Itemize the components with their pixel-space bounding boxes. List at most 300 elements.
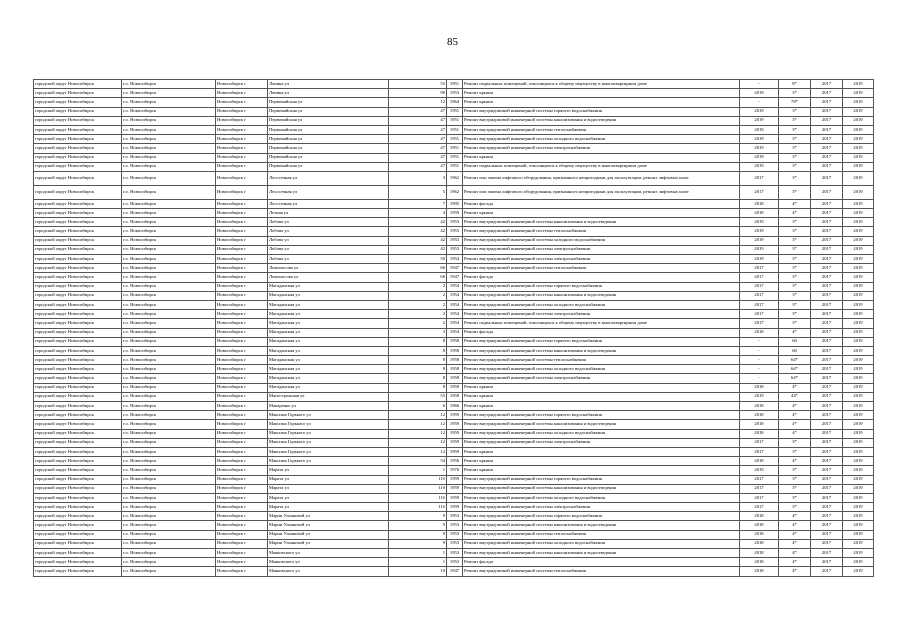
table-row: [34, 549, 874, 558]
locality-cell: Новосибирск г: [216, 153, 268, 162]
house-cell: 55: [389, 80, 447, 89]
year-cell: 1953: [447, 236, 463, 245]
work-type-cell: Ремонт внутридомовой инженерной системы электроснабжения: [463, 374, 740, 383]
district-cell: г.о. Новосибирск: [122, 383, 216, 392]
plan-year-cell: 2019: [740, 245, 779, 254]
house-cell: 3: [389, 328, 447, 337]
locality-cell: Новосибирск г: [216, 512, 268, 521]
district-cell: г.о. Новосибирск: [122, 199, 216, 208]
district-cell: г.о. Новосибирск: [122, 153, 216, 162]
house-cell: 42: [389, 245, 447, 254]
year-cell: 1954: [447, 328, 463, 337]
plan-year-cell: 2018: [740, 521, 779, 530]
district-cell: г.о. Новосибирск: [122, 392, 216, 401]
period-end-cell: 2019: [843, 503, 874, 512]
period-end-cell: 2019: [843, 438, 874, 447]
plan-year-cell: 2018: [740, 549, 779, 558]
period-start-cell: 2017: [811, 282, 843, 291]
locality-cell: Новосибирск г: [216, 80, 268, 89]
work-type-cell: Ремонт внутридомовой инженерной системы канализования и водоотведения: [463, 116, 740, 125]
value-cell: 4*: [779, 402, 811, 411]
plan-year-cell: 2019: [740, 116, 779, 125]
year-cell: 1953: [447, 539, 463, 548]
work-type-cell: Ремонт или замена лифтового оборудования, признанного непригодным для эксплуатации, ремонт лифтовых шахт: [463, 185, 740, 199]
plan-year-cell: 2017: [740, 273, 779, 282]
period-end-cell: 2019: [843, 447, 874, 456]
year-cell: 1976: [447, 466, 463, 475]
house-cell: 54: [389, 457, 447, 466]
house-cell: 11б: [389, 503, 447, 512]
plan-year-cell: -: [740, 346, 779, 355]
house-cell: 9: [389, 530, 447, 539]
year-cell: 1953: [447, 245, 463, 254]
locality-cell: Новосибирск г: [216, 438, 268, 447]
district-cell: г.о. Новосибирск: [122, 530, 216, 539]
value-cell: 64*: [779, 356, 811, 365]
value-cell: 64*: [779, 365, 811, 374]
table-row: [34, 227, 874, 236]
locality-cell: Новосибирск г: [216, 319, 268, 328]
municipality-cell: городской округ Новосибирск: [34, 144, 122, 153]
municipality-cell: городской округ Новосибирск: [34, 512, 122, 521]
district-cell: г.о. Новосибирск: [122, 162, 216, 171]
period-end-cell: 2019: [843, 337, 874, 346]
street-cell: Маяковского ул: [268, 549, 389, 558]
period-start-cell: 2017: [811, 356, 843, 365]
table-row: [34, 245, 874, 254]
period-start-cell: 2017: [811, 264, 843, 273]
municipality-cell: городской округ Новосибирск: [34, 447, 122, 456]
plan-year-cell: 2019: [740, 218, 779, 227]
period-end-cell: 2019: [843, 218, 874, 227]
period-end-cell: 2019: [843, 107, 874, 116]
plan-year-cell: 2018: [740, 411, 779, 420]
work-type-cell: Ремонт крыши: [463, 153, 740, 162]
table-row: [34, 346, 874, 355]
work-type-cell: Ремонт крыши: [463, 447, 740, 456]
plan-year-cell: 2018: [740, 199, 779, 208]
street-cell: Магаданская ул: [268, 328, 389, 337]
house-cell: 47: [389, 153, 447, 162]
locality-cell: Новосибирск г: [216, 420, 268, 429]
work-type-cell: Ремонт крыши: [463, 383, 740, 392]
locality-cell: Новосибирск г: [216, 567, 268, 576]
district-cell: г.о. Новосибирск: [122, 484, 216, 493]
municipality-cell: городской округ Новосибирск: [34, 493, 122, 502]
district-cell: г.о. Новосибирск: [122, 503, 216, 512]
plan-year-cell: 2018: [740, 402, 779, 411]
period-end-cell: 2019: [843, 153, 874, 162]
period-end-cell: 2019: [843, 255, 874, 264]
year-cell: 1953: [447, 530, 463, 539]
table-row: [34, 457, 874, 466]
work-type-cell: Ремонт крыши: [463, 457, 740, 466]
house-cell: 1: [389, 558, 447, 567]
table-row: [34, 429, 874, 438]
table-row: [34, 153, 874, 162]
table-row: [34, 337, 874, 346]
period-end-cell: 2019: [843, 144, 874, 153]
table-row: [34, 171, 874, 185]
value-cell: 78*: [779, 98, 811, 107]
work-type-cell: Ремонт внутридомовой инженерной системы холодного водоснабжения: [463, 539, 740, 548]
district-cell: г.о. Новосибирск: [122, 337, 216, 346]
value-cell: 3*: [779, 447, 811, 456]
district-cell: г.о. Новосибирск: [122, 98, 216, 107]
year-cell: 1959: [447, 447, 463, 456]
table-row: [34, 374, 874, 383]
value-cell: 4*: [779, 521, 811, 530]
period-start-cell: 2017: [811, 107, 843, 116]
street-cell: Магаданская ул: [268, 300, 389, 309]
house-cell: 47: [389, 135, 447, 144]
house-cell: 8: [389, 374, 447, 383]
plan-year-cell: -: [740, 337, 779, 346]
period-start-cell: 2017: [811, 218, 843, 227]
work-type-cell: Ремонт крыши: [463, 89, 740, 98]
period-end-cell: 2019: [843, 402, 874, 411]
municipality-cell: городской округ Новосибирск: [34, 539, 122, 548]
street-cell: Лобова ул: [268, 218, 389, 227]
district-cell: г.о. Новосибирск: [122, 429, 216, 438]
house-cell: 11б: [389, 493, 447, 502]
street-cell: Первомайская ул: [268, 107, 389, 116]
year-cell: 1958: [447, 346, 463, 355]
street-cell: Максима Горького ул: [268, 438, 389, 447]
municipality-cell: городской округ Новосибирск: [34, 135, 122, 144]
work-type-cell: Ремонт внутридомовой инженерной системы теплоснабжения: [463, 125, 740, 134]
year-cell: 1954: [447, 282, 463, 291]
period-start-cell: 2017: [811, 438, 843, 447]
work-type-cell: Ремонт подвальных помещений, относящихся к общему имуществу в многоквартирном доме: [463, 162, 740, 171]
year-cell: 1951: [447, 162, 463, 171]
table-row: [34, 493, 874, 502]
locality-cell: Новосибирск г: [216, 493, 268, 502]
municipality-cell: городской округ Новосибирск: [34, 255, 122, 264]
work-type-cell: Ремонт внутридомовой инженерной системы холодного водоснабжения: [463, 236, 740, 245]
work-type-cell: Ремонт внутридомовой инженерной системы электроснабжения: [463, 503, 740, 512]
locality-cell: Новосибирск г: [216, 549, 268, 558]
period-end-cell: 2019: [843, 171, 874, 185]
value-cell: 4*: [779, 199, 811, 208]
district-cell: г.о. Новосибирск: [122, 273, 216, 282]
value-cell: 4*: [779, 530, 811, 539]
district-cell: г.о. Новосибирск: [122, 567, 216, 576]
period-start-cell: 2017: [811, 337, 843, 346]
period-end-cell: 2019: [843, 365, 874, 374]
year-cell: 1953: [447, 549, 463, 558]
period-start-cell: 2017: [811, 135, 843, 144]
year-cell: 1951: [447, 144, 463, 153]
table-row: [34, 383, 874, 392]
period-start-cell: 2017: [811, 209, 843, 218]
locality-cell: Новосибирск г: [216, 227, 268, 236]
plan-year-cell: 2019: [740, 162, 779, 171]
house-cell: 47: [389, 107, 447, 116]
house-cell: 66: [389, 264, 447, 273]
table-row: [34, 411, 874, 420]
period-start-cell: 2017: [811, 116, 843, 125]
district-cell: г.о. Новосибирск: [122, 144, 216, 153]
house-cell: 12: [389, 411, 447, 420]
work-type-cell: Ремонт подвальных помещений, относящихся к общему имуществу в многоквартирном доме: [463, 319, 740, 328]
period-end-cell: 2019: [843, 273, 874, 282]
district-cell: г.о. Новосибирск: [122, 356, 216, 365]
district-cell: г.о. Новосибирск: [122, 420, 216, 429]
street-cell: Первомайская ул: [268, 162, 389, 171]
table-row: [34, 282, 874, 291]
table-row: [34, 392, 874, 401]
period-start-cell: 2017: [811, 567, 843, 576]
locality-cell: Новосибирск г: [216, 89, 268, 98]
value-cell: 64*: [779, 374, 811, 383]
house-cell: 8: [389, 383, 447, 392]
period-end-cell: 2019: [843, 227, 874, 236]
locality-cell: Новосибирск г: [216, 337, 268, 346]
locality-cell: Новосибирск г: [216, 199, 268, 208]
work-type-cell: Ремонт внутридомовой инженерной системы холодного водоснабжения: [463, 135, 740, 144]
locality-cell: Новосибирск г: [216, 374, 268, 383]
house-cell: 2: [389, 310, 447, 319]
work-type-cell: Ремонт внутридомовой инженерной системы горячего водоснабжения: [463, 107, 740, 116]
value-cell: 4*: [779, 383, 811, 392]
plan-year-cell: 2017: [740, 300, 779, 309]
district-cell: г.о. Новосибирск: [122, 185, 216, 199]
locality-cell: Новосибирск г: [216, 209, 268, 218]
year-cell: 1995: [447, 199, 463, 208]
period-start-cell: 2017: [811, 310, 843, 319]
period-end-cell: 2019: [843, 310, 874, 319]
value-cell: 4*: [779, 457, 811, 466]
table-row: [34, 466, 874, 475]
year-cell: 1959: [447, 484, 463, 493]
period-start-cell: 2017: [811, 493, 843, 502]
table-row: [34, 116, 874, 125]
work-type-cell: Ремонт или замена лифтового оборудования, признанного непригодным для эксплуатации, ремонт лифтовых шахт: [463, 171, 740, 185]
district-cell: г.о. Новосибирск: [122, 135, 216, 144]
table-row: [34, 185, 874, 199]
period-start-cell: 2017: [811, 255, 843, 264]
locality-cell: Новосибирск г: [216, 539, 268, 548]
municipality-cell: городской округ Новосибирск: [34, 346, 122, 355]
value-cell: 3*: [779, 236, 811, 245]
house-cell: 12: [389, 447, 447, 456]
locality-cell: Новосибирск г: [216, 264, 268, 273]
period-end-cell: 2019: [843, 98, 874, 107]
value-cell: 4*: [779, 539, 811, 548]
page-number: 85: [447, 36, 458, 48]
district-cell: г.о. Новосибирск: [122, 493, 216, 502]
work-type-cell: Ремонт внутридомовой инженерной системы электроснабжения: [463, 245, 740, 254]
plan-year-cell: 2019: [740, 153, 779, 162]
table-row: [34, 447, 874, 456]
period-start-cell: 2017: [811, 199, 843, 208]
district-cell: г.о. Новосибирск: [122, 328, 216, 337]
period-end-cell: 2019: [843, 162, 874, 171]
municipality-cell: городской округ Новосибирск: [34, 300, 122, 309]
house-cell: 12: [389, 429, 447, 438]
work-type-cell: Ремонт фасада: [463, 273, 740, 282]
locality-cell: Новосибирск г: [216, 402, 268, 411]
district-cell: г.о. Новосибирск: [122, 374, 216, 383]
table-row: [34, 125, 874, 134]
work-type-cell: Ремонт внутридомовой инженерной системы горячего водоснабжения: [463, 475, 740, 484]
locality-cell: Новосибирск г: [216, 125, 268, 134]
work-type-cell: Ремонт крыши: [463, 402, 740, 411]
year-cell: 1956: [447, 457, 463, 466]
table-row: [34, 310, 874, 319]
table-row: [34, 107, 874, 116]
district-cell: г.о. Новосибирск: [122, 245, 216, 254]
period-start-cell: 2017: [811, 346, 843, 355]
street-cell: Максима Горького ул: [268, 457, 389, 466]
year-cell: 1959: [447, 438, 463, 447]
house-cell: 9: [389, 512, 447, 521]
table-row: [34, 144, 874, 153]
table-row: [34, 365, 874, 374]
locality-cell: Новосибирск г: [216, 236, 268, 245]
period-start-cell: 2017: [811, 447, 843, 456]
table-body: [34, 80, 874, 577]
work-type-cell: Ремонт внутридомовой инженерной системы теплоснабжения: [463, 264, 740, 273]
period-start-cell: 2017: [811, 512, 843, 521]
table-row: [34, 567, 874, 576]
municipality-cell: городской округ Новосибирск: [34, 153, 122, 162]
period-start-cell: 2017: [811, 521, 843, 530]
work-type-cell: Ремонт внутридомовой инженерной системы электроснабжения: [463, 438, 740, 447]
house-cell: 3: [389, 171, 447, 185]
table-row: [34, 438, 874, 447]
work-type-cell: Ремонт внутридомовой инженерной системы холодного водоснабжения: [463, 300, 740, 309]
municipality-cell: городской округ Новосибирск: [34, 310, 122, 319]
value-cell: 44*: [779, 392, 811, 401]
house-cell: 12: [389, 98, 447, 107]
plan-year-cell: 2017: [740, 438, 779, 447]
period-start-cell: 2017: [811, 162, 843, 171]
work-type-cell: Ремонт фасада: [463, 558, 740, 567]
plan-year-cell: -: [740, 365, 779, 374]
plan-year-cell: 2017: [740, 171, 779, 185]
district-cell: г.о. Новосибирск: [122, 227, 216, 236]
period-end-cell: 2019: [843, 475, 874, 484]
table-row: [34, 475, 874, 484]
year-cell: 1959: [447, 209, 463, 218]
municipality-cell: городской округ Новосибирск: [34, 107, 122, 116]
house-cell: 7: [389, 199, 447, 208]
value-cell: 3*: [779, 116, 811, 125]
work-type-cell: Ремонт крыши: [463, 392, 740, 401]
locality-cell: Новосибирск г: [216, 457, 268, 466]
table-row: [34, 80, 874, 89]
municipality-cell: городской округ Новосибирск: [34, 162, 122, 171]
table-row: [34, 484, 874, 493]
period-start-cell: 2017: [811, 227, 843, 236]
table-row: [34, 402, 874, 411]
street-cell: Лесосечная ул: [268, 199, 389, 208]
house-cell: 8: [389, 337, 447, 346]
district-cell: г.о. Новосибирск: [122, 282, 216, 291]
year-cell: 1951: [447, 116, 463, 125]
street-cell: Марата ул: [268, 503, 389, 512]
locality-cell: Новосибирск г: [216, 171, 268, 185]
plan-year-cell: 2019: [740, 107, 779, 116]
period-start-cell: 2017: [811, 530, 843, 539]
period-end-cell: 2019: [843, 558, 874, 567]
period-end-cell: 2019: [843, 80, 874, 89]
period-end-cell: 2019: [843, 125, 874, 134]
house-cell: 2: [389, 282, 447, 291]
period-end-cell: 2019: [843, 236, 874, 245]
period-start-cell: 2017: [811, 365, 843, 374]
plan-year-cell: 2019: [740, 255, 779, 264]
value-cell: 8*: [779, 80, 811, 89]
municipality-cell: городской округ Новосибирск: [34, 466, 122, 475]
period-start-cell: 2017: [811, 319, 843, 328]
value-cell: 4*: [779, 429, 811, 438]
municipality-cell: городской округ Новосибирск: [34, 392, 122, 401]
street-cell: Первомайская ул: [268, 98, 389, 107]
period-start-cell: 2017: [811, 153, 843, 162]
street-cell: Первомайская ул: [268, 116, 389, 125]
district-cell: г.о. Новосибирск: [122, 236, 216, 245]
street-cell: Марии Ульяновой ул: [268, 539, 389, 548]
value-cell: 3*: [779, 438, 811, 447]
table-row: [34, 420, 874, 429]
plan-year-cell: 2017: [740, 319, 779, 328]
house-cell: 42: [389, 218, 447, 227]
municipality-cell: городской округ Новосибирск: [34, 245, 122, 254]
street-cell: Первомайская ул: [268, 125, 389, 134]
district-cell: г.о. Новосибирск: [122, 346, 216, 355]
value-cell: 4*: [779, 328, 811, 337]
street-cell: Марата ул: [268, 466, 389, 475]
table-row: [34, 300, 874, 309]
district-cell: г.о. Новосибирск: [122, 80, 216, 89]
year-cell: 1953: [447, 521, 463, 530]
value-cell: 3*: [779, 227, 811, 236]
municipality-cell: городской округ Новосибирск: [34, 530, 122, 539]
plan-year-cell: 2017: [740, 264, 779, 273]
plan-year-cell: 2019: [740, 466, 779, 475]
value-cell: 3*: [779, 89, 811, 98]
plan-year-cell: -: [740, 374, 779, 383]
period-end-cell: 2019: [843, 512, 874, 521]
value-cell: 3*: [779, 144, 811, 153]
municipality-cell: городской округ Новосибирск: [34, 383, 122, 392]
period-end-cell: 2019: [843, 185, 874, 199]
period-end-cell: 2019: [843, 291, 874, 300]
year-cell: 1966: [447, 402, 463, 411]
plan-year-cell: 2019: [740, 89, 779, 98]
period-start-cell: 2017: [811, 457, 843, 466]
plan-year-cell: -: [740, 98, 779, 107]
plan-year-cell: 2019: [740, 227, 779, 236]
value-cell: 3*: [779, 466, 811, 475]
locality-cell: Новосибирск г: [216, 282, 268, 291]
municipality-cell: городской округ Новосибирск: [34, 328, 122, 337]
work-type-cell: Ремонт внутридомовой инженерной системы теплоснабжения: [463, 567, 740, 576]
value-cell: 3*: [779, 255, 811, 264]
value-cell: 4*: [779, 420, 811, 429]
locality-cell: Новосибирск г: [216, 255, 268, 264]
period-start-cell: 2017: [811, 383, 843, 392]
house-cell: 8: [389, 356, 447, 365]
street-cell: Магаданская ул: [268, 319, 389, 328]
street-cell: Ленина ул: [268, 89, 389, 98]
table-row: [34, 319, 874, 328]
locality-cell: Новосибирск г: [216, 310, 268, 319]
locality-cell: Новосибирск г: [216, 475, 268, 484]
